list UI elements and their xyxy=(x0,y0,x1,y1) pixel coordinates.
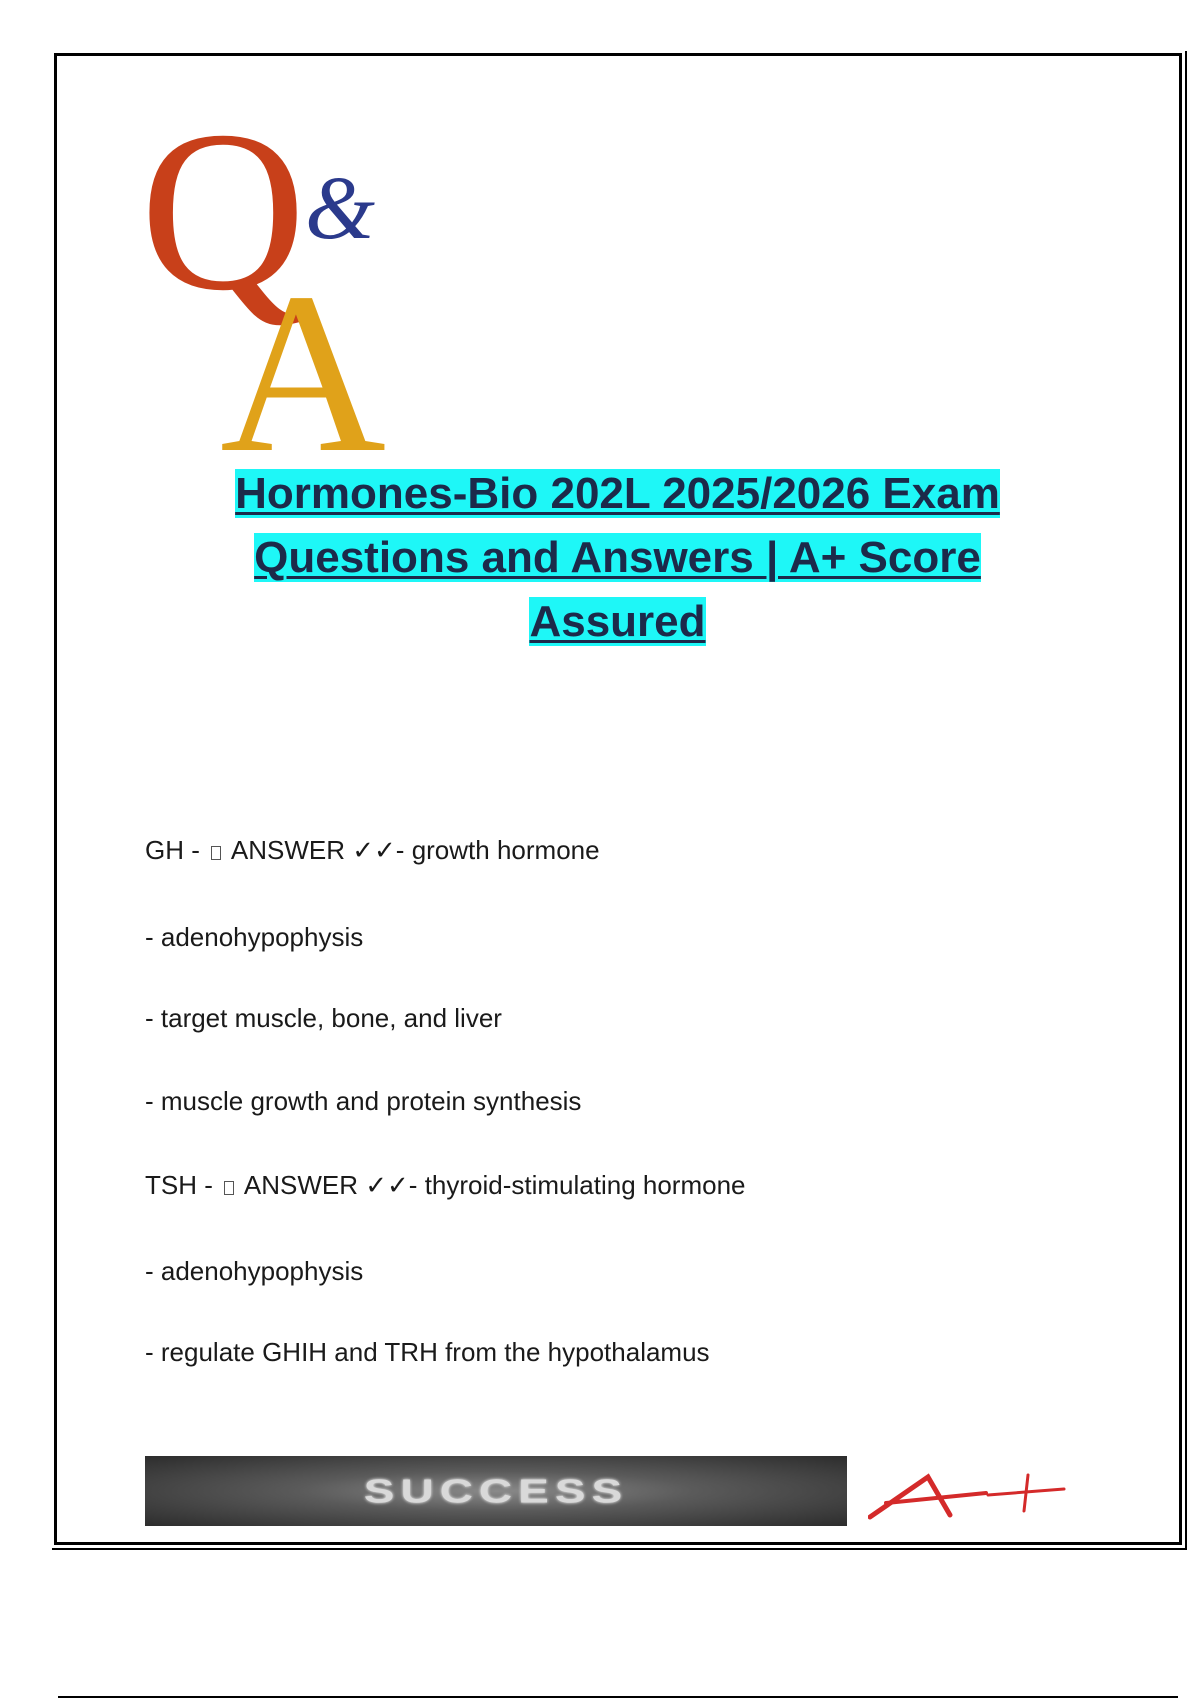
title-line-3: Assured xyxy=(529,597,706,646)
logo-ampersand: & xyxy=(305,159,376,258)
logo-q-letter: Q xyxy=(140,83,307,338)
qa-detail: - regulate GHIH and TRH from the hypothalamus xyxy=(145,1337,710,1367)
document-title xyxy=(150,462,1085,654)
qa-detail: - muscle growth and protein synthesis xyxy=(145,1086,582,1116)
qa-detail: - target muscle, bone, and liver xyxy=(145,1003,502,1033)
qa-question-gh xyxy=(145,835,600,866)
qa-logo xyxy=(140,78,440,458)
a-plus-grade-mark xyxy=(868,1465,1068,1525)
missing-glyph-icon xyxy=(211,846,221,860)
success-banner-image xyxy=(145,1456,847,1526)
qa-detail: - adenohypophysis xyxy=(145,1256,364,1286)
qa-term: GH - xyxy=(145,835,208,865)
qa-question-tsh xyxy=(145,1170,746,1201)
qa-answer: ANSWER ✓✓- growth hormone xyxy=(225,835,600,865)
qa-detail: - adenohypophysis xyxy=(145,922,364,952)
missing-glyph-icon xyxy=(224,1181,234,1195)
title-line-2: Questions and Answers | A+ Score xyxy=(254,533,981,582)
qa-answer: ANSWER ✓✓- thyroid-stimulating hormone xyxy=(238,1170,746,1200)
qa-term: TSH - xyxy=(145,1170,221,1200)
page-bottom-rule xyxy=(58,1696,1178,1698)
success-banner-word: SUCCESS xyxy=(363,1472,629,1510)
logo-a-letter: A xyxy=(220,245,387,458)
title-line-1: Hormones-Bio 202L 2025/2026 Exam xyxy=(235,469,1000,518)
